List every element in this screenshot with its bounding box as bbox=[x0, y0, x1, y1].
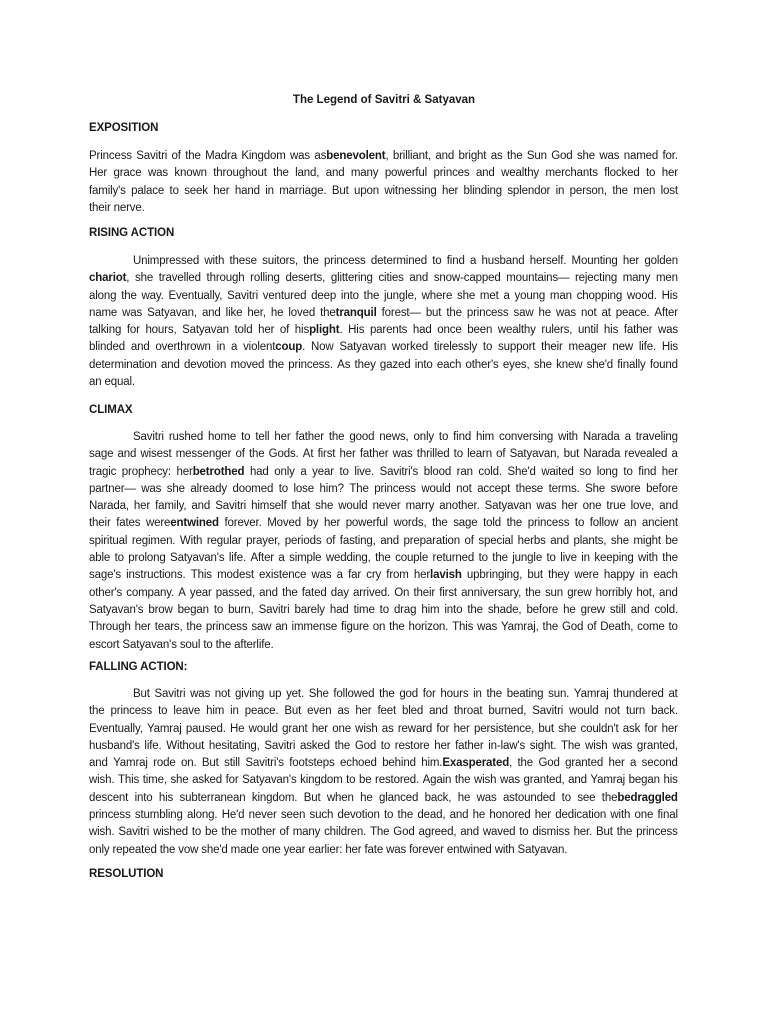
paragraph-line: family's palace to seek her hand in marriage. But upon witnessing her blinding splendor in person, the men lost bbox=[89, 184, 678, 197]
paragraph-line: tragic prophecy: herbetrothed had only a year to live. Savitri's blood ran cold. She'd waited so long to find her bbox=[89, 465, 678, 478]
paragraph-line: wish. Savitri wished to be the mother of many children. The God agreed, and waved to dismiss her. But the princess bbox=[89, 826, 678, 839]
paragraph-line: Her grace was known throughout the land, and many powerful princes and wealthy merchants flocked to her bbox=[89, 167, 678, 180]
paragraph-line: wish. This time, she asked for Satyavan's kingdom to be restored. Again the wish was granted, and Yamraj began his bbox=[89, 774, 678, 787]
paragraph-line: the princess to leave him in peace. But even as her feet bled and throat burned, Savitri would not turn back. bbox=[89, 705, 678, 718]
paragraph-line: other's company. A year passed, and the fated day arrived. On their first anniversary, the sun grew horribly hot, and bbox=[89, 586, 678, 599]
section-heading-exposition: EXPOSITION bbox=[89, 122, 159, 134]
paragraph-line: their nerve. bbox=[89, 201, 145, 214]
paragraph-line: partner— was she already doomed to lose him? The princess would not accept these terms. She swore before bbox=[89, 482, 678, 495]
section-body-exposition bbox=[89, 148, 678, 217]
paragraph-line: Narada, her family, and Savitri himself that she would never marry another. Satyavan was her one true love, and bbox=[89, 500, 678, 513]
paragraph-line: Eventually, Yamraj paused. He would grant her one wish as reward for her persistence, but she couldn't ask for her bbox=[89, 722, 678, 735]
paragraph-line: escort Satyavan's soul to the afterlife. bbox=[89, 638, 274, 651]
paragraph-line: able to prolong Satyavan's life. After a simple wedding, the couple returned to the jungle to live in keeping with the bbox=[89, 552, 678, 565]
paragraph-line: Through her tears, the princess saw an immense figure on the horizon. This was Yamraj, the God of Death, come to bbox=[89, 621, 678, 634]
section-heading-falling-action: FALLING ACTION: bbox=[89, 661, 188, 673]
paragraph-line: Savitri rushed home to tell her father the good news, only to find him conversing with Narada a traveling bbox=[133, 431, 678, 443]
paragraph-line: descent into his subterranean kingdom. But when he glanced back, he was astounded to see thebedraggled bbox=[89, 791, 678, 804]
paragraph-line: husband's life. Without hesitating, Savitri asked the God to restore her father in-law's sight. The wish was granted, bbox=[89, 739, 678, 752]
paragraph-line: Satyavan's brow began to burn, Savitri barely had time to drag him into the shade, before he grew still and cold. bbox=[89, 603, 678, 616]
section-heading-climax: CLIMAX bbox=[89, 404, 133, 416]
paragraph-line: chariot, she travelled through rolling deserts, glittering cities and snow-capped mountains— rejecting many men bbox=[89, 272, 678, 285]
section-heading-resolution: RESOLUTION bbox=[89, 868, 164, 880]
paragraph-line: name was Satyavan, and like her, he loved thetranquil forest— but the princess saw he was not at peace. After bbox=[89, 306, 678, 319]
paragraph-line: only repeated the vow she'd made one year earlier: her fate was forever entwined with Satyavan. bbox=[89, 843, 568, 856]
paragraph-line: blinded and overthrown in a violentcoup. Now Satyavan worked tirelessly to support their meager new life. His bbox=[89, 341, 678, 354]
paragraph-line: their fates wereentwined forever. Moved by her powerful words, the sage told the princess to follow an ancient bbox=[89, 517, 678, 530]
section-body-climax bbox=[89, 429, 678, 654]
paragraph-line: But Savitri was not giving up yet. She followed the god for hours in the beating sun. Yamraj thundered at bbox=[133, 688, 678, 700]
paragraph-line: talking for hours, Satyavan told her of hisplight. His parents had once been wealthy rulers, until his father was bbox=[89, 324, 678, 337]
paragraph-line: along the way. Eventually, Savitri ventured deep into the jungle, where she met a young man chopping wood. His bbox=[89, 289, 678, 302]
paragraph-line: and Yamraj rode on. But still Savitri's footsteps echoed behind him.Exasperated, the God granted her a second bbox=[89, 757, 678, 770]
section-body-falling-action bbox=[89, 686, 678, 859]
paragraph-line: Princess Savitri of the Madra Kingdom was asbenevolent, brilliant, and bright as the Sun God she was named for. bbox=[89, 150, 678, 162]
section-body-rising-action bbox=[89, 253, 678, 391]
paragraph-line: determination and devotion moved the princess. As they gazed into each other's eyes, she knew she'd finally found bbox=[89, 358, 678, 371]
paragraph-line: spiritual regimen. With regular prayer, periods of fasting, and preparation of special herbs and plants, she might be bbox=[89, 534, 678, 547]
paragraph-line: sage's instructions. This modest existence was a far cry from herlavish upbringing, but they were happy in each bbox=[89, 569, 678, 582]
section-heading-rising-action: RISING ACTION bbox=[89, 227, 175, 239]
paragraph-line: an equal. bbox=[89, 376, 135, 389]
document-title: The Legend of Savitri & Satyavan bbox=[292, 94, 476, 106]
paragraph-line: princess stumbling along. He'd never seen such devotion to the dead, and he honored her dedication with one final bbox=[89, 809, 678, 822]
paragraph-line: sage and wisest messenger of the Gods. At first her father was thrilled to learn of Satyavan, but Narada revealed a bbox=[89, 448, 678, 461]
paragraph-line: Unimpressed with these suitors, the princess determined to find a husband herself. Mounting her golden bbox=[133, 255, 678, 267]
